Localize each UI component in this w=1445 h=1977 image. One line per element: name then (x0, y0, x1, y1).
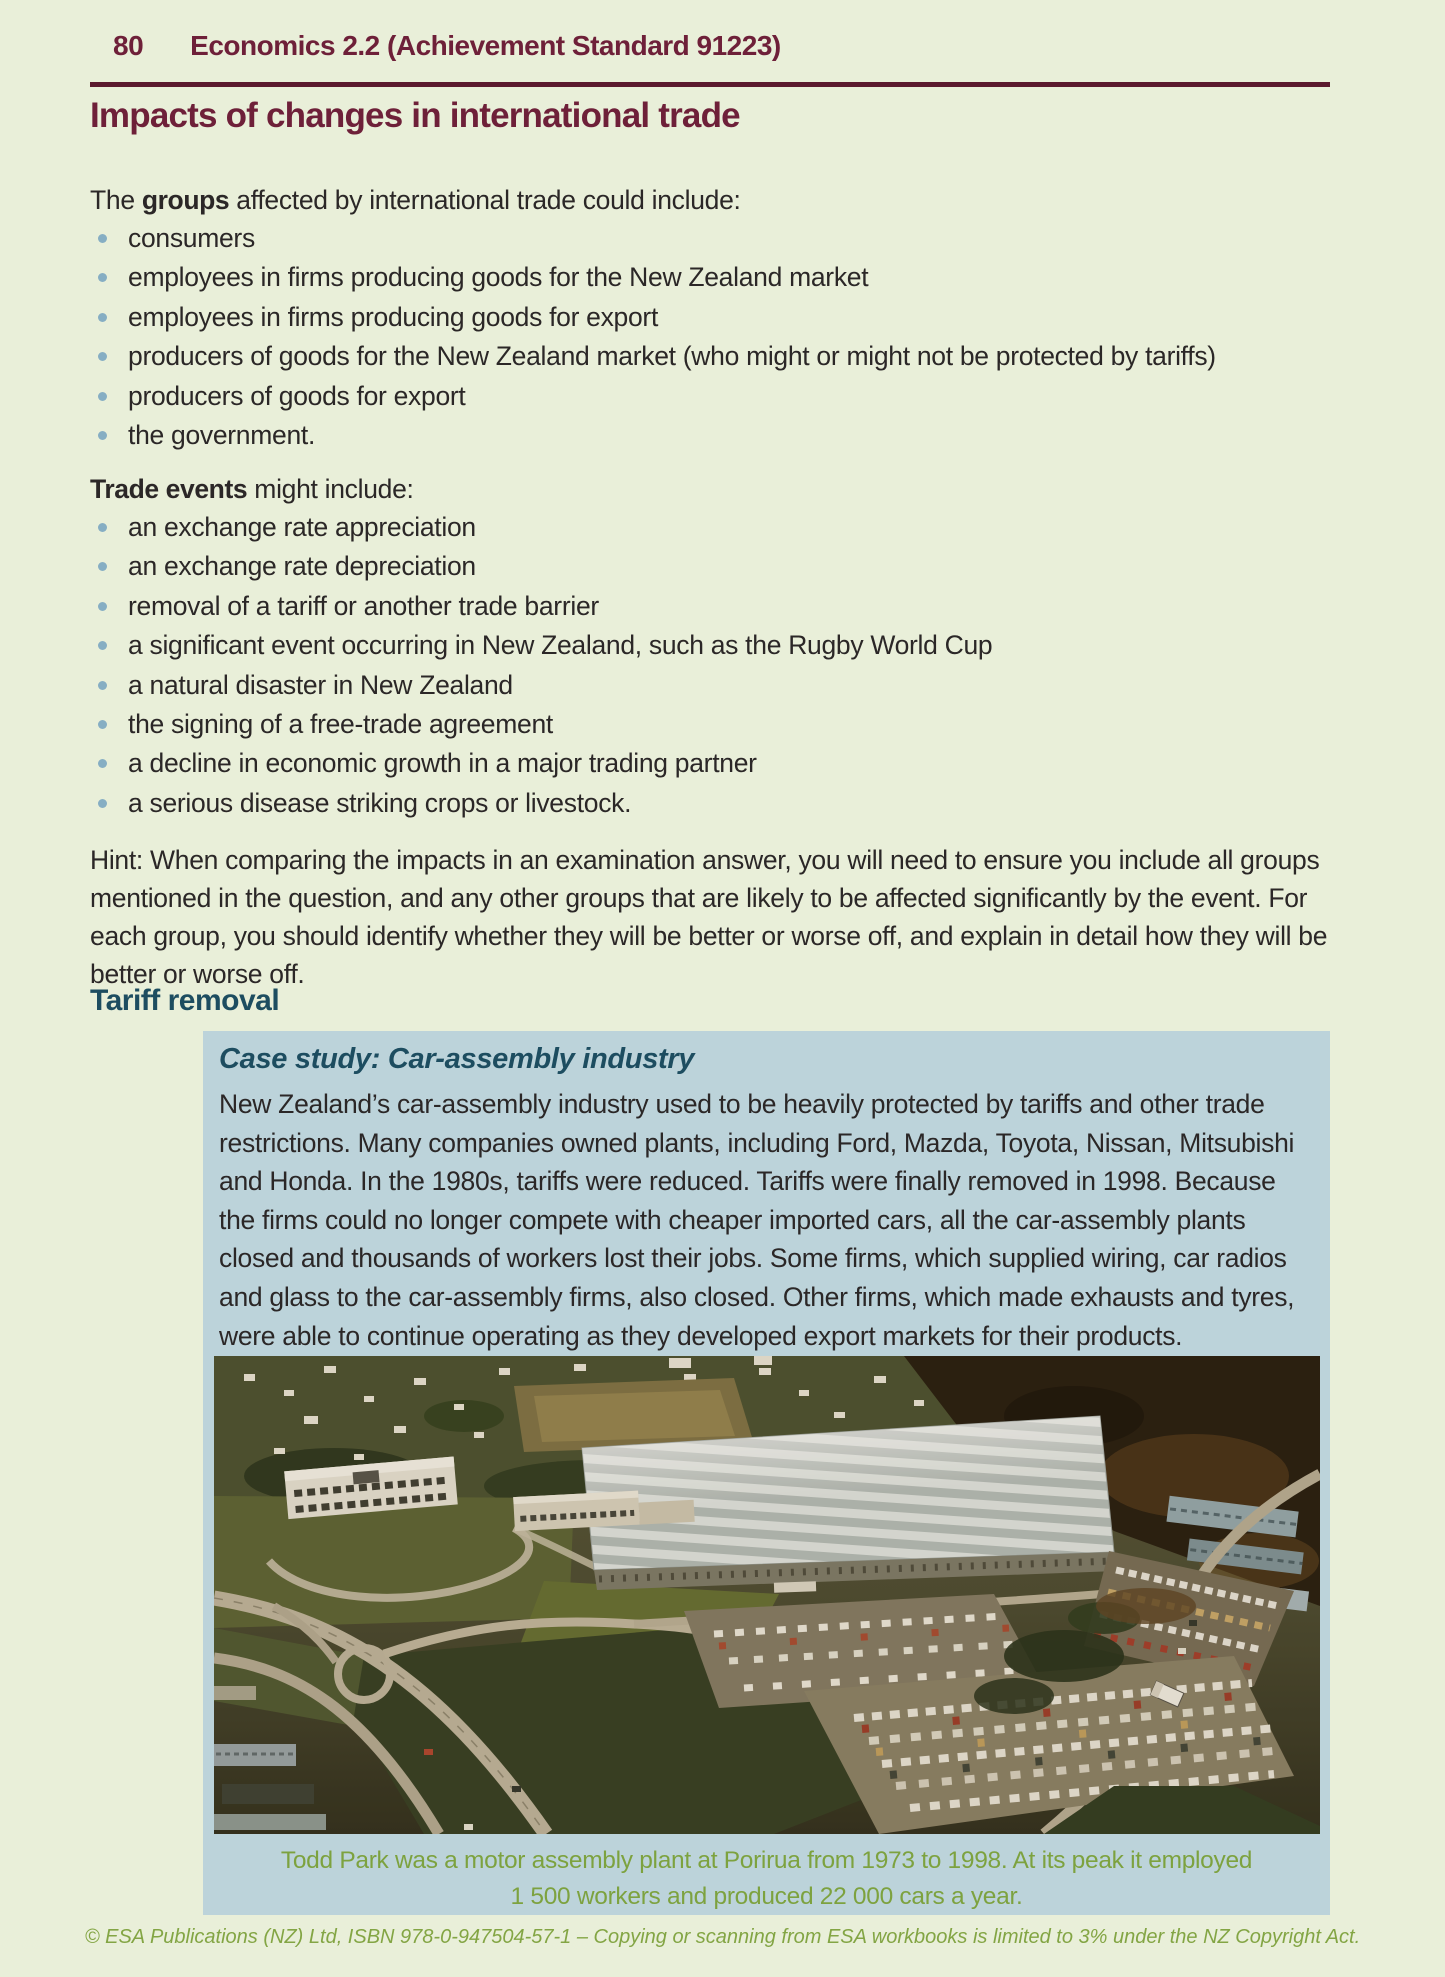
header-title: Economics 2.2 (Achievement Standard 91223) (190, 30, 781, 61)
photo-caption (203, 1843, 1330, 1915)
list-item (90, 626, 1345, 665)
bullet-icon (98, 641, 107, 650)
events-intro-bold: Trade events (90, 474, 248, 504)
bullet-icon (98, 431, 107, 440)
case-study-title: Case study: Car-assembly industry (219, 1043, 695, 1075)
todd-park-aerial-photo (214, 1356, 1320, 1834)
list-item (90, 784, 1345, 823)
groups-intro-prefix: The (90, 185, 142, 215)
list-item-text: the signing of a free-trade agreement (128, 709, 553, 740)
list-item (90, 416, 1345, 455)
subheading-tariff-removal: Tariff removal (90, 984, 280, 1017)
list-item (90, 666, 1345, 705)
list-item (90, 587, 1345, 626)
list-item (90, 744, 1345, 783)
list-item-text: the government. (128, 420, 316, 451)
list-item-text: removal of a tariff or another trade barrier (128, 590, 599, 621)
list-item (90, 337, 1345, 376)
list-item-text: a serious disease striking crops or livestock. (128, 787, 632, 818)
hint-paragraph: Hint: When comparing the impacts in an examination answer, you will need to ensure you include all groups mentioned in the question, and any other groups that are likely to be affected significantly by the event. For each group, you should identify whether they will be better or worse off, and explain in detail how they will be better or worse off. (90, 845, 1328, 989)
case-study-box (203, 1031, 1330, 1915)
bullet-icon (98, 602, 107, 611)
list-item-text: a decline in economic growth in a major trading partner (128, 748, 757, 779)
bullet-icon (98, 313, 107, 322)
groups-intro (90, 180, 1340, 220)
photo-caption-line2: 1 500 workers and produced 22 000 cars a year. (510, 1883, 1023, 1910)
events-list (90, 508, 1345, 823)
bullet-icon (98, 681, 107, 690)
list-item (90, 219, 1345, 258)
page-header (113, 30, 1353, 62)
events-intro-suffix: might include: (247, 474, 414, 504)
page-number: 80 (113, 30, 144, 61)
bullet-icon (98, 799, 107, 808)
main-heading: Impacts of changes in international trade (90, 96, 740, 135)
sepia-overlay (214, 1356, 1320, 1834)
photo-caption-line1: Todd Park was a motor assembly plant at Porirua from 1973 to 1998. At its peak it employed (280, 1847, 1253, 1874)
list-item-text: an exchange rate appreciation (128, 512, 476, 542)
case-study-body: New Zealand’s car-assembly industry used to be heavily protected by tariffs and other trade restrictions. Many companies owned plants, including Ford, Mazda, Toyota, Nissan, Mitsubishi and Honda. In the 1980s, tariffs were reduced. Tariffs were finally removed in 1998. Because the firms could no longer compete with cheaper imported cars, all the car-assembly plants closed and thousands of workers lost their jobs. Some firms, which supplied wiring, car radios and glass to the car-assembly firms, also closed. Other firms, which made exhausts and tyres, were able to continue operating as they developed export markets for their products. (219, 1089, 1295, 1351)
bullet-icon (98, 523, 107, 532)
bullet-icon (98, 352, 107, 361)
list-item (90, 508, 1345, 547)
bullet-icon (98, 759, 107, 768)
list-item-text: an exchange rate depreciation (128, 551, 476, 582)
list-item (90, 705, 1345, 744)
bullet-icon (98, 720, 107, 729)
list-item-text: employees in firms producing goods for the New Zealand market (128, 262, 869, 293)
bullet-icon (98, 392, 107, 401)
list-item-text: consumers (128, 223, 255, 253)
list-item (90, 258, 1345, 297)
list-item-text: a significant event occurring in New Zealand, such as the Rugby World Cup (128, 630, 993, 661)
groups-intro-bold: groups (141, 185, 230, 215)
list-item (90, 547, 1345, 586)
list-item-text: producers of goods for the New Zealand market (who might or might not be protected by tariffs) (128, 341, 1216, 372)
groups-intro-suffix: affected by international trade could include: (229, 185, 741, 215)
footer-text: © ESA Publications (NZ) Ltd, ISBN 978-0-947504-57-1 – Copying or scanning from ESA workbooks is limited to 3% under the NZ Copyright Act. (84, 1926, 1361, 1948)
list-item (90, 298, 1345, 337)
list-item-text: a natural disaster in New Zealand (128, 669, 513, 700)
bullet-icon (98, 234, 107, 243)
bullet-icon (98, 273, 107, 282)
list-item-text: employees in firms producing goods for export (128, 301, 659, 332)
groups-list (90, 219, 1345, 455)
header-rule (90, 82, 1330, 87)
events-intro (90, 469, 1340, 509)
bullet-icon (98, 562, 107, 571)
list-item (90, 377, 1345, 416)
list-item-text: producers of goods for export (128, 380, 466, 411)
